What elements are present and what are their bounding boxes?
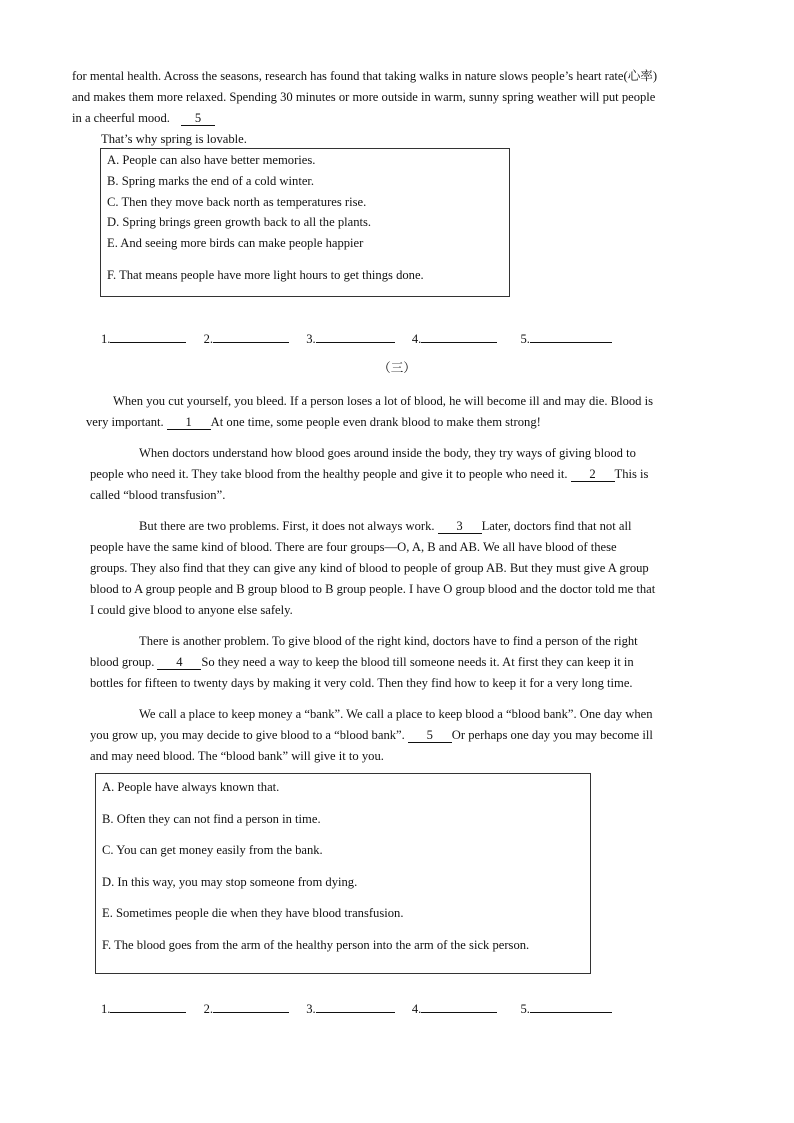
p4-line2 <box>90 654 634 670</box>
answer-label: 1. <box>101 1002 111 1016</box>
option-a: A. People can also have better memories. <box>107 153 316 167</box>
options-box-2 <box>100 148 510 297</box>
answer-4[interactable] <box>412 1000 497 1017</box>
option-d: D. Spring brings green growth back to all the plants. <box>107 215 372 229</box>
p3-line4: blood to A group people and B group blood to B group people. I have O group blood and the doctor told me that <box>90 582 656 596</box>
passage2-line2: and makes them more relaxed. Spending 30 minutes or more outside in warm, sunny spring weather will put people <box>72 90 656 104</box>
blank-1[interactable]: 1 <box>167 415 211 430</box>
answer-label: 5. <box>520 1002 530 1016</box>
answer-5[interactable] <box>520 1000 611 1017</box>
option-a: A. People have always known that. <box>102 780 280 794</box>
answer-label: 3. <box>306 332 316 346</box>
p5-line2 <box>90 727 653 743</box>
p3-line1 <box>139 518 631 534</box>
answer-2[interactable] <box>204 1000 289 1017</box>
option-d: D. In this way, you may stop someone from dying. <box>102 875 358 889</box>
p3-line3: groups. They also find that they can give any kind of blood to people of group AB. But they must give A group <box>90 561 649 575</box>
answer-4[interactable] <box>412 330 497 347</box>
p1-line2-pre: very important. <box>86 415 164 429</box>
p5-line1: We call a place to keep money a “bank”. We call a place to keep blood a “blood bank”. One day when <box>139 707 653 721</box>
p3-line5: I could give blood to anyone else safely. <box>90 603 293 617</box>
p5-line2-pre: you grow up, you may decide to give blood to a “blood bank”. <box>90 728 405 742</box>
option-b: B. Often they can not find a person in time. <box>102 812 321 826</box>
options-box-3 <box>95 773 591 974</box>
answer-label: 5. <box>520 332 530 346</box>
p2-line1: When doctors understand how blood goes around inside the body, they try ways of giving blood to <box>139 446 636 460</box>
blank-3[interactable]: 3 <box>438 519 482 534</box>
section-3-heading: （三） <box>378 361 416 375</box>
p3-line1-post: Later, doctors find that not all <box>481 519 632 533</box>
passage2-line3-text: in a cheerful mood. <box>72 111 170 125</box>
option-b: B. Spring marks the end of a cold winter. <box>107 174 315 188</box>
p4-line2-pre: blood group. <box>90 655 155 669</box>
p1-line1: When you cut yourself, you bleed. If a person loses a lot of blood, he will become ill and may die. Blood is <box>113 394 654 408</box>
answer-1[interactable] <box>101 330 186 347</box>
answer-1[interactable] <box>101 1000 186 1017</box>
answer-5[interactable] <box>520 330 611 347</box>
option-c: C. Then they move back north as temperatures rise. <box>107 195 367 209</box>
p2-line2-post: This is <box>614 467 649 481</box>
passage2-line1: for mental health. Across the seasons, research has found that taking walks in nature slows people’s heart rate(心率) <box>72 69 658 83</box>
passage2-line4: That’s why spring is lovable. <box>101 132 247 146</box>
answer-3[interactable] <box>306 330 394 347</box>
p4-line3: bottles for fifteen to twenty days by making it very cold. Then they find how to keep it for a very long time. <box>90 676 633 690</box>
answer-label: 2. <box>203 1002 214 1016</box>
option-e: E. Sometimes people die when they have blood transfusion. <box>102 906 404 920</box>
blank-5[interactable]: 5 <box>408 728 452 743</box>
p2-line2 <box>90 466 648 482</box>
option-c: C. You can get money easily from the bank. <box>102 843 323 857</box>
answer-label: 3. <box>306 1002 316 1016</box>
answer-label: 4. <box>411 332 422 346</box>
p1-line2-post: At one time, some people even drank blood to make them strong! <box>210 415 541 429</box>
p4-line2-post: So they need a way to keep the blood till someone needs it. At first they can keep it in <box>201 655 634 669</box>
blank-5[interactable]: 5 <box>181 111 215 126</box>
answer-row-3 <box>101 1000 626 1017</box>
answer-label: 4. <box>411 1002 422 1016</box>
p4-line1: There is another problem. To give blood of the right kind, doctors have to find a person of the right <box>139 634 638 648</box>
p2-line3: called “blood transfusion”. <box>90 488 226 502</box>
blank-4[interactable]: 4 <box>157 655 201 670</box>
answer-3[interactable] <box>306 1000 394 1017</box>
p2-line2-pre: people who need it. They take blood from the healthy people and give it to people who need it. <box>90 467 568 481</box>
blank-2[interactable]: 2 <box>571 467 615 482</box>
option-f: F. That means people have more light hours to get things done. <box>107 268 424 282</box>
option-f: F. The blood goes from the arm of the healthy person into the arm of the sick person. <box>102 938 530 952</box>
p5-line3: and may need blood. The “blood bank” will give it to you. <box>90 749 384 763</box>
answer-label: 1. <box>101 332 111 346</box>
option-e: E. And seeing more birds can make people happier <box>107 236 364 250</box>
answer-label: 2. <box>203 332 214 346</box>
p5-line2-post: Or perhaps one day you may become ill <box>451 728 653 742</box>
answer-row-2 <box>101 330 626 347</box>
p1-line2 <box>86 414 541 430</box>
p3-line2: people have the same kind of blood. There are four groups—O, A, B and AB. We all have blood of these <box>90 540 617 554</box>
p3-line1-pre: But there are two problems. First, it does not always work. <box>139 519 435 533</box>
passage2-line3 <box>72 110 215 126</box>
answer-2[interactable] <box>204 330 289 347</box>
